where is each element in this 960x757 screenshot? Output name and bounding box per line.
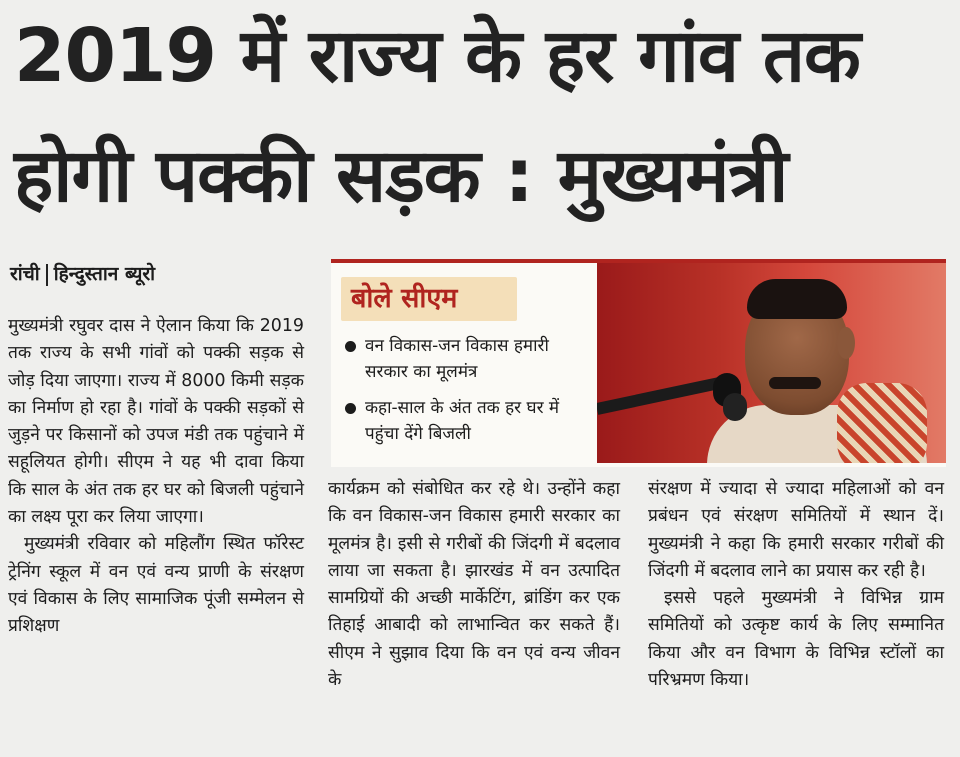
bullet-icon	[345, 341, 356, 352]
column-3-paragraph-1: संरक्षण में ज्यादा से ज्यादा महिलाओं को वन प्रबंधन एवं संरक्षण समितियों में स्थान दें। मुख्यमंत्री ने कहा कि हमारी सरकार गरीबों की जिंदगी में बदलाव लाने का प्रयास कर रही है।	[648, 479, 944, 581]
quote-box-title: बोले सीएम	[341, 277, 517, 321]
quote-list	[343, 333, 593, 457]
microphone-stand	[597, 375, 730, 415]
chief-minister-photo	[597, 263, 946, 463]
microphone-icon	[723, 393, 747, 421]
photo-hair	[747, 279, 847, 319]
column-1-paragraph-2: मुख्यमंत्री रविवार को महिलौंग स्थित फॉरेस्ट ट्रेनिंग स्कूल में वन एवं वन्य प्राणी के संरक्षण एवं विकास के लिए सामाजिक पूंजी सम्मेलन से प्रशिक्षण	[8, 534, 304, 637]
photo-shawl	[837, 383, 927, 463]
photo-ear	[837, 327, 855, 359]
quote-item-text: वन विकास-जन विकास हमारी सरकार का मूलमंत्र	[365, 336, 549, 382]
article-column-3	[648, 476, 944, 694]
byline-place: रांची	[10, 263, 40, 285]
quote-panel	[331, 263, 597, 463]
byline	[10, 260, 155, 288]
column-2-paragraph-1: कार्यक्रम को संबोधित कर रहे थे। उन्होंने कहा कि वन विकास-जन विकास हमारी सरकार का मूलमंत्र है। इसी से गरीबों की जिंदगी में बदलाव लाया जा सकता है। झारखंड में वन उत्पादित सामग्रियों की अच्छी मार्केटिंग, ब्रांडिंग कर एक तिहाई आबादी को लाभान्वित कर सकते हैं। सीएम ने सुझाव दिया कि वन एवं वन्य जीवन के	[328, 479, 620, 691]
column-3-paragraph-2: इससे पहले मुख्यमंत्री ने विभिन्न ग्राम समितियों को उत्कृष्ट कार्य के लिए सम्मानित किया और वन विभाग के विभिन्न स्टॉलों का परिभ्रमण किया।	[648, 588, 944, 691]
byline-divider	[46, 264, 48, 286]
quote-item-text: कहा-साल के अंत तक हर घर में पहुंचा देंगे बिजली	[365, 398, 560, 444]
byline-source: हिन्दुस्तान ब्यूरो	[53, 263, 156, 285]
article-column-2	[328, 476, 620, 694]
headline-line-2: होगी पक्की सड़क : मुख्यमंत्री	[14, 133, 788, 219]
quote-item	[343, 333, 593, 385]
column-1-paragraph-1: मुख्यमंत्री रघुवर दास ने ऐलान किया कि 2019 तक राज्य के सभी गांवों को पक्की सड़क से जोड़ दिया जाएगा। राज्य में 8000 किमी सड़क का निर्माण हो रहा है। गांवों के पक्की सड़कों से जुड़ने पर किसानों को उपज मंडी तक पहुंचाने में सहूलियत होगी। सीएम ने यह भी दावा किया कि साल के अंत तक हर घर को बिजली पहुंचाने का लक्ष्य पूरा कर लिया जाएगा।	[8, 316, 304, 528]
cm-quote-box	[331, 259, 946, 467]
quote-item	[343, 395, 593, 447]
bullet-icon	[345, 403, 356, 414]
article-column-1	[8, 313, 304, 641]
photo-moustache	[769, 377, 821, 389]
headline-line-1: 2019 में राज्य के हर गांव तक	[14, 13, 860, 99]
